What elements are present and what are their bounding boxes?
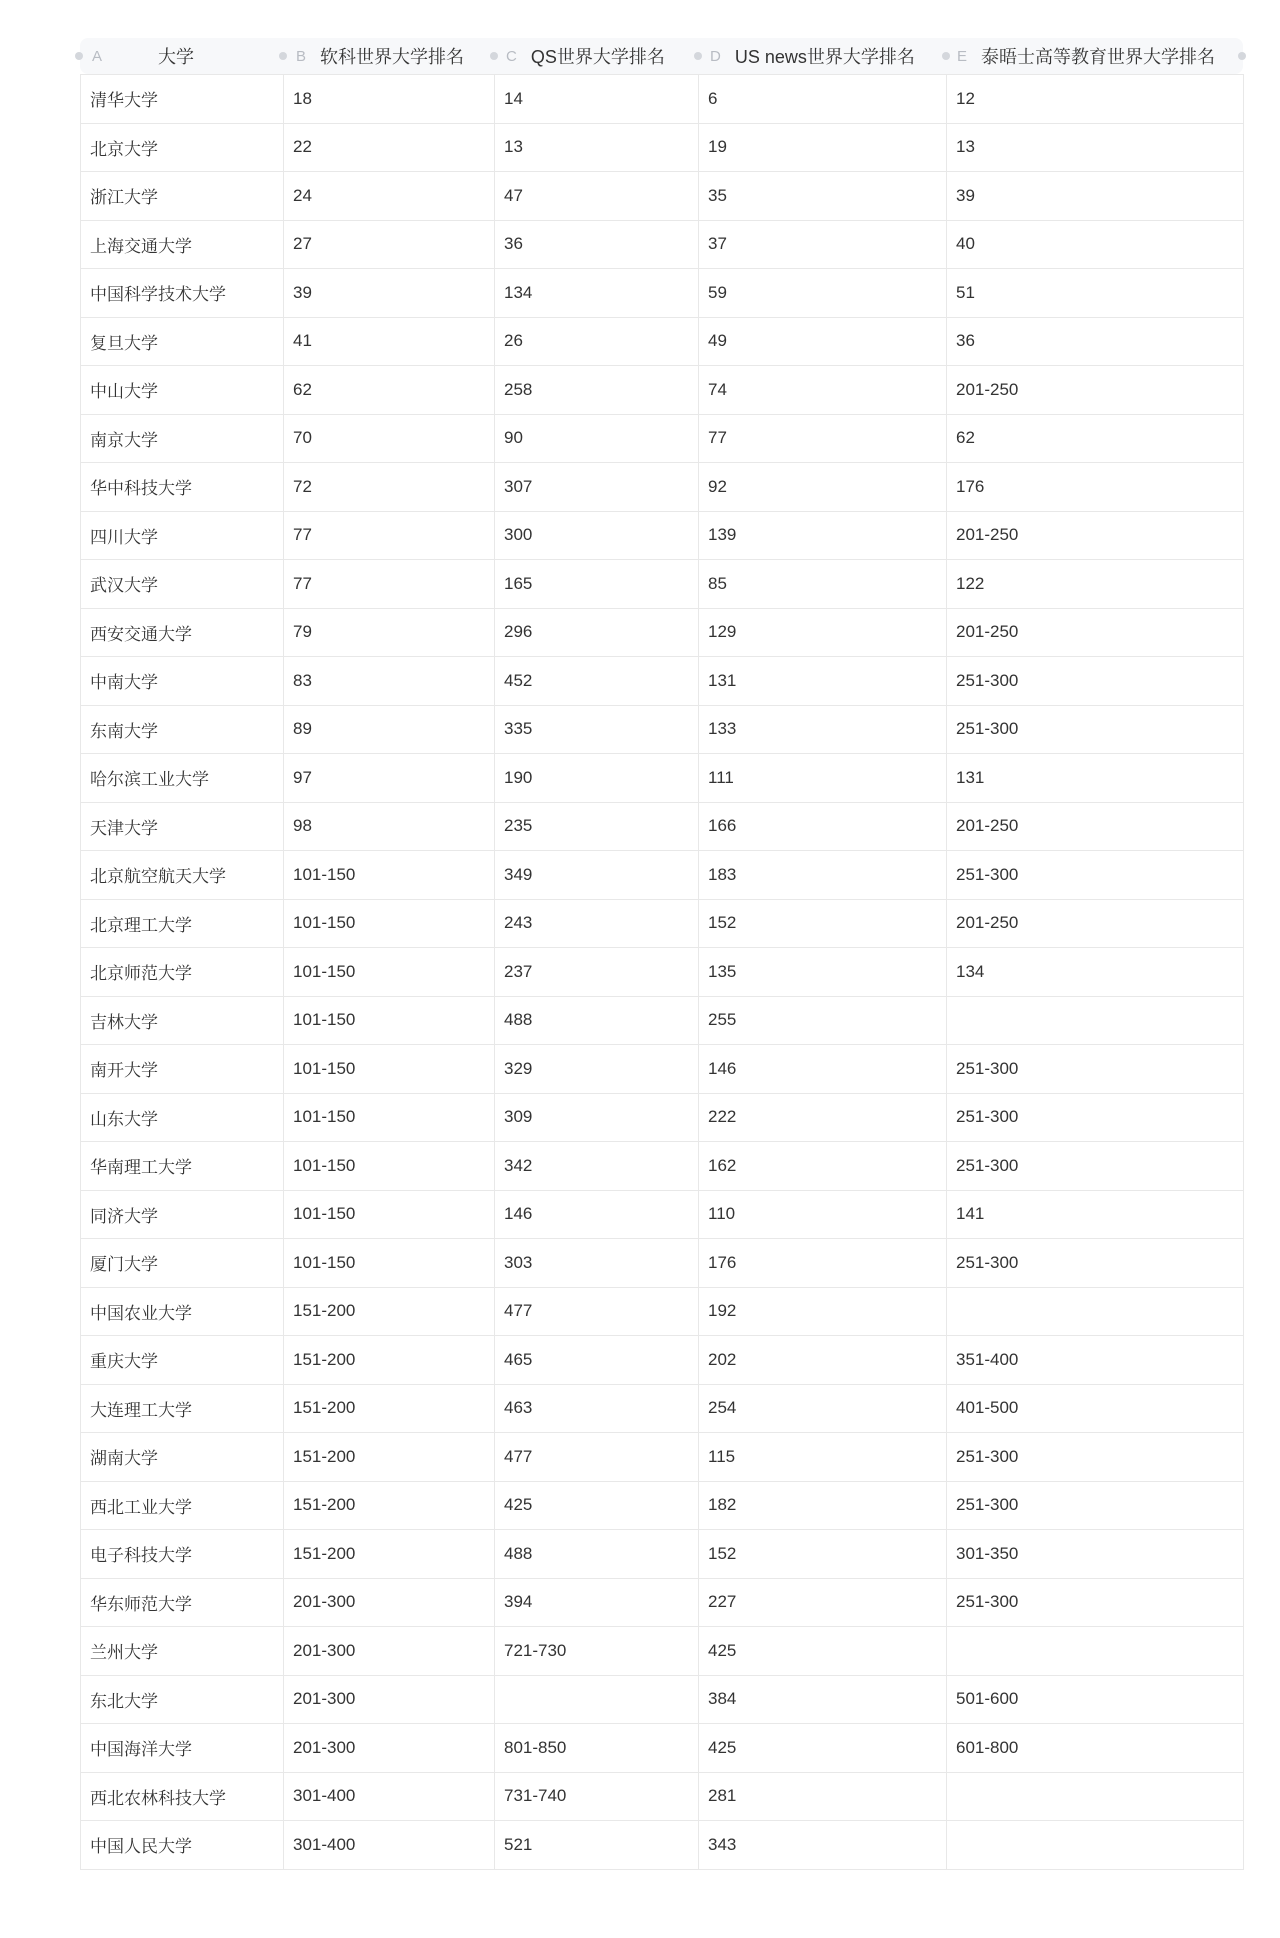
shanghai-rank-cell[interactable]: 77: [284, 560, 495, 609]
university-cell[interactable]: 四川大学: [81, 511, 284, 560]
university-cell[interactable]: 西北工业大学: [81, 1481, 284, 1530]
usnews-rank-cell[interactable]: 182: [699, 1481, 947, 1530]
qs-rank-cell[interactable]: 146: [495, 1190, 699, 1239]
usnews-rank-cell[interactable]: 35: [699, 172, 947, 221]
university-cell[interactable]: 北京师范大学: [81, 948, 284, 997]
data-grid: [80, 74, 1244, 1870]
qs-rank-cell[interactable]: [495, 1675, 699, 1724]
qs-rank-cell[interactable]: 134: [495, 269, 699, 318]
table-row: [81, 1433, 1244, 1482]
university-cell[interactable]: 中国人民大学: [81, 1821, 284, 1870]
shanghai-rank-cell[interactable]: 201-300: [284, 1578, 495, 1627]
qs-rank-cell[interactable]: 477: [495, 1287, 699, 1336]
shanghai-rank-cell[interactable]: 101-150: [284, 1190, 495, 1239]
university-cell[interactable]: 东北大学: [81, 1675, 284, 1724]
shanghai-rank-cell[interactable]: 201-300: [284, 1627, 495, 1676]
university-cell[interactable]: 上海交通大学: [81, 220, 284, 269]
the-rank-cell[interactable]: 141: [947, 1190, 1244, 1239]
usnews-rank-cell[interactable]: 74: [699, 366, 947, 415]
the-rank-cell[interactable]: 201-250: [947, 366, 1244, 415]
university-cell[interactable]: 西安交通大学: [81, 608, 284, 657]
qs-rank-cell[interactable]: 329: [495, 1045, 699, 1094]
the-rank-cell[interactable]: 62: [947, 414, 1244, 463]
the-rank-cell[interactable]: 601-800: [947, 1724, 1244, 1773]
column-resize-handle[interactable]: [1238, 52, 1246, 60]
usnews-rank-cell[interactable]: 115: [699, 1433, 947, 1482]
table-row: [81, 366, 1244, 415]
shanghai-rank-cell[interactable]: 101-150: [284, 899, 495, 948]
table-row: [81, 1578, 1244, 1627]
qs-rank-cell[interactable]: 307: [495, 463, 699, 512]
shanghai-rank-cell[interactable]: 98: [284, 802, 495, 851]
usnews-rank-cell[interactable]: 129: [699, 608, 947, 657]
column-resize-handle[interactable]: [490, 52, 498, 60]
the-rank-cell[interactable]: [947, 1821, 1244, 1870]
table-row: [81, 754, 1244, 803]
usnews-rank-cell[interactable]: 255: [699, 996, 947, 1045]
the-rank-cell[interactable]: 40: [947, 220, 1244, 269]
the-rank-cell[interactable]: 39: [947, 172, 1244, 221]
university-cell[interactable]: 吉林大学: [81, 996, 284, 1045]
the-rank-cell[interactable]: 122: [947, 560, 1244, 609]
the-rank-cell[interactable]: 201-250: [947, 802, 1244, 851]
the-rank-cell[interactable]: 12: [947, 75, 1244, 124]
usnews-rank-cell[interactable]: 92: [699, 463, 947, 512]
usnews-rank-cell[interactable]: 222: [699, 1093, 947, 1142]
shanghai-rank-cell[interactable]: 62: [284, 366, 495, 415]
shanghai-rank-cell[interactable]: 77: [284, 511, 495, 560]
column-letter: D: [710, 47, 721, 65]
qs-rank-cell[interactable]: 303: [495, 1239, 699, 1288]
university-cell[interactable]: 电子科技大学: [81, 1530, 284, 1579]
shanghai-rank-cell[interactable]: 151-200: [284, 1336, 495, 1385]
column-resize-handle[interactable]: [694, 52, 702, 60]
usnews-rank-cell[interactable]: 110: [699, 1190, 947, 1239]
shanghai-rank-cell[interactable]: 72: [284, 463, 495, 512]
qs-rank-cell[interactable]: 300: [495, 511, 699, 560]
column-title: 大学: [158, 47, 195, 67]
university-cell[interactable]: 中国海洋大学: [81, 1724, 284, 1773]
usnews-rank-cell[interactable]: 192: [699, 1287, 947, 1336]
university-cell[interactable]: 中国科学技术大学: [81, 269, 284, 318]
the-rank-cell[interactable]: 251-300: [947, 657, 1244, 706]
the-rank-cell[interactable]: 51: [947, 269, 1244, 318]
usnews-rank-cell[interactable]: 202: [699, 1336, 947, 1385]
university-cell[interactable]: 大连理工大学: [81, 1384, 284, 1433]
the-rank-cell[interactable]: 36: [947, 317, 1244, 366]
the-rank-cell[interactable]: 134: [947, 948, 1244, 997]
column-title: QS世界大学排名: [530, 47, 665, 67]
university-cell[interactable]: 同济大学: [81, 1190, 284, 1239]
qs-rank-cell[interactable]: 258: [495, 366, 699, 415]
shanghai-rank-cell[interactable]: 301-400: [284, 1821, 495, 1870]
column-header-c[interactable]: [506, 38, 665, 74]
the-rank-cell[interactable]: 251-300: [947, 851, 1244, 900]
column-letter: B: [296, 47, 307, 65]
usnews-rank-cell[interactable]: 6: [699, 75, 947, 124]
usnews-rank-cell[interactable]: 227: [699, 1578, 947, 1627]
shanghai-rank-cell[interactable]: 89: [284, 705, 495, 754]
the-rank-cell[interactable]: 501-600: [947, 1675, 1244, 1724]
table-row: [81, 996, 1244, 1045]
qs-rank-cell[interactable]: 394: [495, 1578, 699, 1627]
university-cell[interactable]: 山东大学: [81, 1093, 284, 1142]
the-rank-cell[interactable]: 201-250: [947, 511, 1244, 560]
table-row: [81, 511, 1244, 560]
usnews-rank-cell[interactable]: 254: [699, 1384, 947, 1433]
the-rank-cell[interactable]: 251-300: [947, 1481, 1244, 1530]
usnews-rank-cell[interactable]: 85: [699, 560, 947, 609]
university-cell[interactable]: 中山大学: [81, 366, 284, 415]
table-row: [81, 1045, 1244, 1094]
university-cell[interactable]: 重庆大学: [81, 1336, 284, 1385]
the-rank-cell[interactable]: 251-300: [947, 1093, 1244, 1142]
qs-rank-cell[interactable]: 296: [495, 608, 699, 657]
usnews-rank-cell[interactable]: 133: [699, 705, 947, 754]
column-header-a[interactable]: [92, 38, 194, 74]
the-rank-cell[interactable]: 251-300: [947, 1045, 1244, 1094]
university-cell[interactable]: 华中科技大学: [81, 463, 284, 512]
usnews-rank-cell[interactable]: 343: [699, 1821, 947, 1870]
university-cell[interactable]: 华东师范大学: [81, 1578, 284, 1627]
table-row: [81, 1336, 1244, 1385]
university-cell[interactable]: 西北农林科技大学: [81, 1772, 284, 1821]
shanghai-rank-cell[interactable]: 18: [284, 75, 495, 124]
qs-rank-cell[interactable]: 488: [495, 996, 699, 1045]
shanghai-rank-cell[interactable]: 101-150: [284, 1045, 495, 1094]
grid-body: [81, 75, 1244, 1870]
qs-rank-cell[interactable]: 465: [495, 1336, 699, 1385]
shanghai-rank-cell[interactable]: 151-200: [284, 1384, 495, 1433]
university-cell[interactable]: 复旦大学: [81, 317, 284, 366]
shanghai-rank-cell[interactable]: 79: [284, 608, 495, 657]
the-rank-cell[interactable]: 301-350: [947, 1530, 1244, 1579]
the-rank-cell[interactable]: 351-400: [947, 1336, 1244, 1385]
qs-rank-cell[interactable]: 36: [495, 220, 699, 269]
usnews-rank-cell[interactable]: 425: [699, 1724, 947, 1773]
usnews-rank-cell[interactable]: 111: [699, 754, 947, 803]
the-rank-cell[interactable]: 251-300: [947, 1142, 1244, 1191]
the-rank-cell[interactable]: 251-300: [947, 705, 1244, 754]
the-rank-cell[interactable]: 176: [947, 463, 1244, 512]
table-row: [81, 802, 1244, 851]
column-resize-handle[interactable]: [279, 52, 287, 60]
shanghai-rank-cell[interactable]: 39: [284, 269, 495, 318]
column-title: 软科世界大学排名: [320, 47, 465, 67]
usnews-rank-cell[interactable]: 152: [699, 899, 947, 948]
table-row: [81, 1287, 1244, 1336]
qs-rank-cell[interactable]: 425: [495, 1481, 699, 1530]
university-cell[interactable]: 浙江大学: [81, 172, 284, 221]
qs-rank-cell[interactable]: 335: [495, 705, 699, 754]
qs-rank-cell[interactable]: 90: [495, 414, 699, 463]
qs-rank-cell[interactable]: 349: [495, 851, 699, 900]
table-row: [81, 1384, 1244, 1433]
table-row: [81, 851, 1244, 900]
shanghai-rank-cell[interactable]: 101-150: [284, 948, 495, 997]
the-rank-cell[interactable]: 13: [947, 123, 1244, 172]
the-rank-cell[interactable]: 201-250: [947, 899, 1244, 948]
usnews-rank-cell[interactable]: 146: [699, 1045, 947, 1094]
university-cell[interactable]: 东南大学: [81, 705, 284, 754]
shanghai-rank-cell[interactable]: 41: [284, 317, 495, 366]
table-row: [81, 1821, 1244, 1870]
usnews-rank-cell[interactable]: 384: [699, 1675, 947, 1724]
table-row: [81, 1530, 1244, 1579]
university-cell[interactable]: 北京大学: [81, 123, 284, 172]
the-rank-cell[interactable]: [947, 1287, 1244, 1336]
qs-rank-cell[interactable]: 463: [495, 1384, 699, 1433]
column-header-bar: [80, 38, 1243, 74]
table-row: [81, 1093, 1244, 1142]
table-row: [81, 1190, 1244, 1239]
shanghai-rank-cell[interactable]: 97: [284, 754, 495, 803]
qs-rank-cell[interactable]: 801-850: [495, 1724, 699, 1773]
qs-rank-cell[interactable]: 26: [495, 317, 699, 366]
shanghai-rank-cell[interactable]: 101-150: [284, 851, 495, 900]
usnews-rank-cell[interactable]: 425: [699, 1627, 947, 1676]
qs-rank-cell[interactable]: 342: [495, 1142, 699, 1191]
university-cell[interactable]: 华南理工大学: [81, 1142, 284, 1191]
the-rank-cell[interactable]: 251-300: [947, 1578, 1244, 1627]
qs-rank-cell[interactable]: 477: [495, 1433, 699, 1482]
qs-rank-cell[interactable]: 237: [495, 948, 699, 997]
usnews-rank-cell[interactable]: 19: [699, 123, 947, 172]
shanghai-rank-cell[interactable]: 83: [284, 657, 495, 706]
usnews-rank-cell[interactable]: 166: [699, 802, 947, 851]
usnews-rank-cell[interactable]: 281: [699, 1772, 947, 1821]
university-cell[interactable]: 厦门大学: [81, 1239, 284, 1288]
shanghai-rank-cell[interactable]: 24: [284, 172, 495, 221]
shanghai-rank-cell[interactable]: 151-200: [284, 1287, 495, 1336]
university-cell[interactable]: 兰州大学: [81, 1627, 284, 1676]
usnews-rank-cell[interactable]: 176: [699, 1239, 947, 1288]
usnews-rank-cell[interactable]: 135: [699, 948, 947, 997]
table-row: [81, 317, 1244, 366]
table-row: [81, 1675, 1244, 1724]
table-row: [81, 1627, 1244, 1676]
shanghai-rank-cell[interactable]: 22: [284, 123, 495, 172]
table-row: [81, 899, 1244, 948]
university-cell[interactable]: 南开大学: [81, 1045, 284, 1094]
shanghai-rank-cell[interactable]: 151-200: [284, 1530, 495, 1579]
shanghai-rank-cell[interactable]: 27: [284, 220, 495, 269]
usnews-rank-cell[interactable]: 152: [699, 1530, 947, 1579]
university-cell[interactable]: 北京理工大学: [81, 899, 284, 948]
university-cell[interactable]: 北京航空航天大学: [81, 851, 284, 900]
table-row: [81, 75, 1244, 124]
shanghai-rank-cell[interactable]: 101-150: [284, 1142, 495, 1191]
qs-rank-cell[interactable]: 14: [495, 75, 699, 124]
qs-rank-cell[interactable]: 309: [495, 1093, 699, 1142]
university-cell[interactable]: 南京大学: [81, 414, 284, 463]
qs-rank-cell[interactable]: 47: [495, 172, 699, 221]
column-letter: C: [506, 47, 517, 65]
university-cell[interactable]: 清华大学: [81, 75, 284, 124]
usnews-rank-cell[interactable]: 183: [699, 851, 947, 900]
usnews-rank-cell[interactable]: 131: [699, 657, 947, 706]
table-row: [81, 172, 1244, 221]
university-cell[interactable]: 武汉大学: [81, 560, 284, 609]
qs-rank-cell[interactable]: 13: [495, 123, 699, 172]
qs-rank-cell[interactable]: 721-730: [495, 1627, 699, 1676]
table-row: [81, 560, 1244, 609]
qs-rank-cell[interactable]: 243: [495, 899, 699, 948]
usnews-rank-cell[interactable]: 59: [699, 269, 947, 318]
usnews-rank-cell[interactable]: 37: [699, 220, 947, 269]
column-header-b[interactable]: [296, 38, 464, 74]
column-title: US news世界大学排名: [734, 47, 915, 67]
usnews-rank-cell[interactable]: 77: [699, 414, 947, 463]
the-rank-cell[interactable]: 401-500: [947, 1384, 1244, 1433]
table-row: [81, 608, 1244, 657]
shanghai-rank-cell[interactable]: 151-200: [284, 1433, 495, 1482]
column-title: 泰晤士高等教育世界大学排名: [981, 47, 1216, 67]
university-cell[interactable]: 天津大学: [81, 802, 284, 851]
qs-rank-cell[interactable]: 521: [495, 1821, 699, 1870]
the-rank-cell[interactable]: 201-250: [947, 608, 1244, 657]
shanghai-rank-cell[interactable]: 201-300: [284, 1675, 495, 1724]
table-row: [81, 657, 1244, 706]
qs-rank-cell[interactable]: 488: [495, 1530, 699, 1579]
university-cell[interactable]: 湖南大学: [81, 1433, 284, 1482]
shanghai-rank-cell[interactable]: 301-400: [284, 1772, 495, 1821]
qs-rank-cell[interactable]: 190: [495, 754, 699, 803]
column-resize-handle[interactable]: [942, 52, 950, 60]
qs-rank-cell[interactable]: 452: [495, 657, 699, 706]
qs-rank-cell[interactable]: 165: [495, 560, 699, 609]
column-letter: E: [957, 47, 968, 65]
university-cell[interactable]: 中南大学: [81, 657, 284, 706]
table-row: [81, 948, 1244, 997]
the-rank-cell[interactable]: [947, 1772, 1244, 1821]
column-letter: A: [92, 47, 103, 65]
usnews-rank-cell[interactable]: 139: [699, 511, 947, 560]
shanghai-rank-cell[interactable]: 101-150: [284, 1239, 495, 1288]
table-row: [81, 220, 1244, 269]
the-rank-cell[interactable]: 131: [947, 754, 1244, 803]
shanghai-rank-cell[interactable]: 101-150: [284, 996, 495, 1045]
table-row: [81, 123, 1244, 172]
table-row: [81, 463, 1244, 512]
qs-rank-cell[interactable]: 731-740: [495, 1772, 699, 1821]
usnews-rank-cell[interactable]: 162: [699, 1142, 947, 1191]
column-header-d[interactable]: [710, 38, 915, 74]
table-row: [81, 414, 1244, 463]
the-rank-cell[interactable]: [947, 996, 1244, 1045]
table-row: [81, 1724, 1244, 1773]
university-cell[interactable]: 哈尔滨工业大学: [81, 754, 284, 803]
table-row: [81, 705, 1244, 754]
column-resize-handle[interactable]: [75, 52, 83, 60]
shanghai-rank-cell[interactable]: 201-300: [284, 1724, 495, 1773]
the-rank-cell[interactable]: 251-300: [947, 1239, 1244, 1288]
table-row: [81, 1239, 1244, 1288]
shanghai-rank-cell[interactable]: 151-200: [284, 1481, 495, 1530]
column-header-e[interactable]: [957, 38, 1215, 74]
table-row: [81, 1772, 1244, 1821]
spreadsheet: [80, 38, 1243, 1857]
table-row: [81, 1481, 1244, 1530]
shanghai-rank-cell[interactable]: 70: [284, 414, 495, 463]
qs-rank-cell[interactable]: 235: [495, 802, 699, 851]
shanghai-rank-cell[interactable]: 101-150: [284, 1093, 495, 1142]
the-rank-cell[interactable]: [947, 1627, 1244, 1676]
the-rank-cell[interactable]: 251-300: [947, 1433, 1244, 1482]
table-row: [81, 1142, 1244, 1191]
table-row: [81, 269, 1244, 318]
usnews-rank-cell[interactable]: 49: [699, 317, 947, 366]
university-cell[interactable]: 中国农业大学: [81, 1287, 284, 1336]
